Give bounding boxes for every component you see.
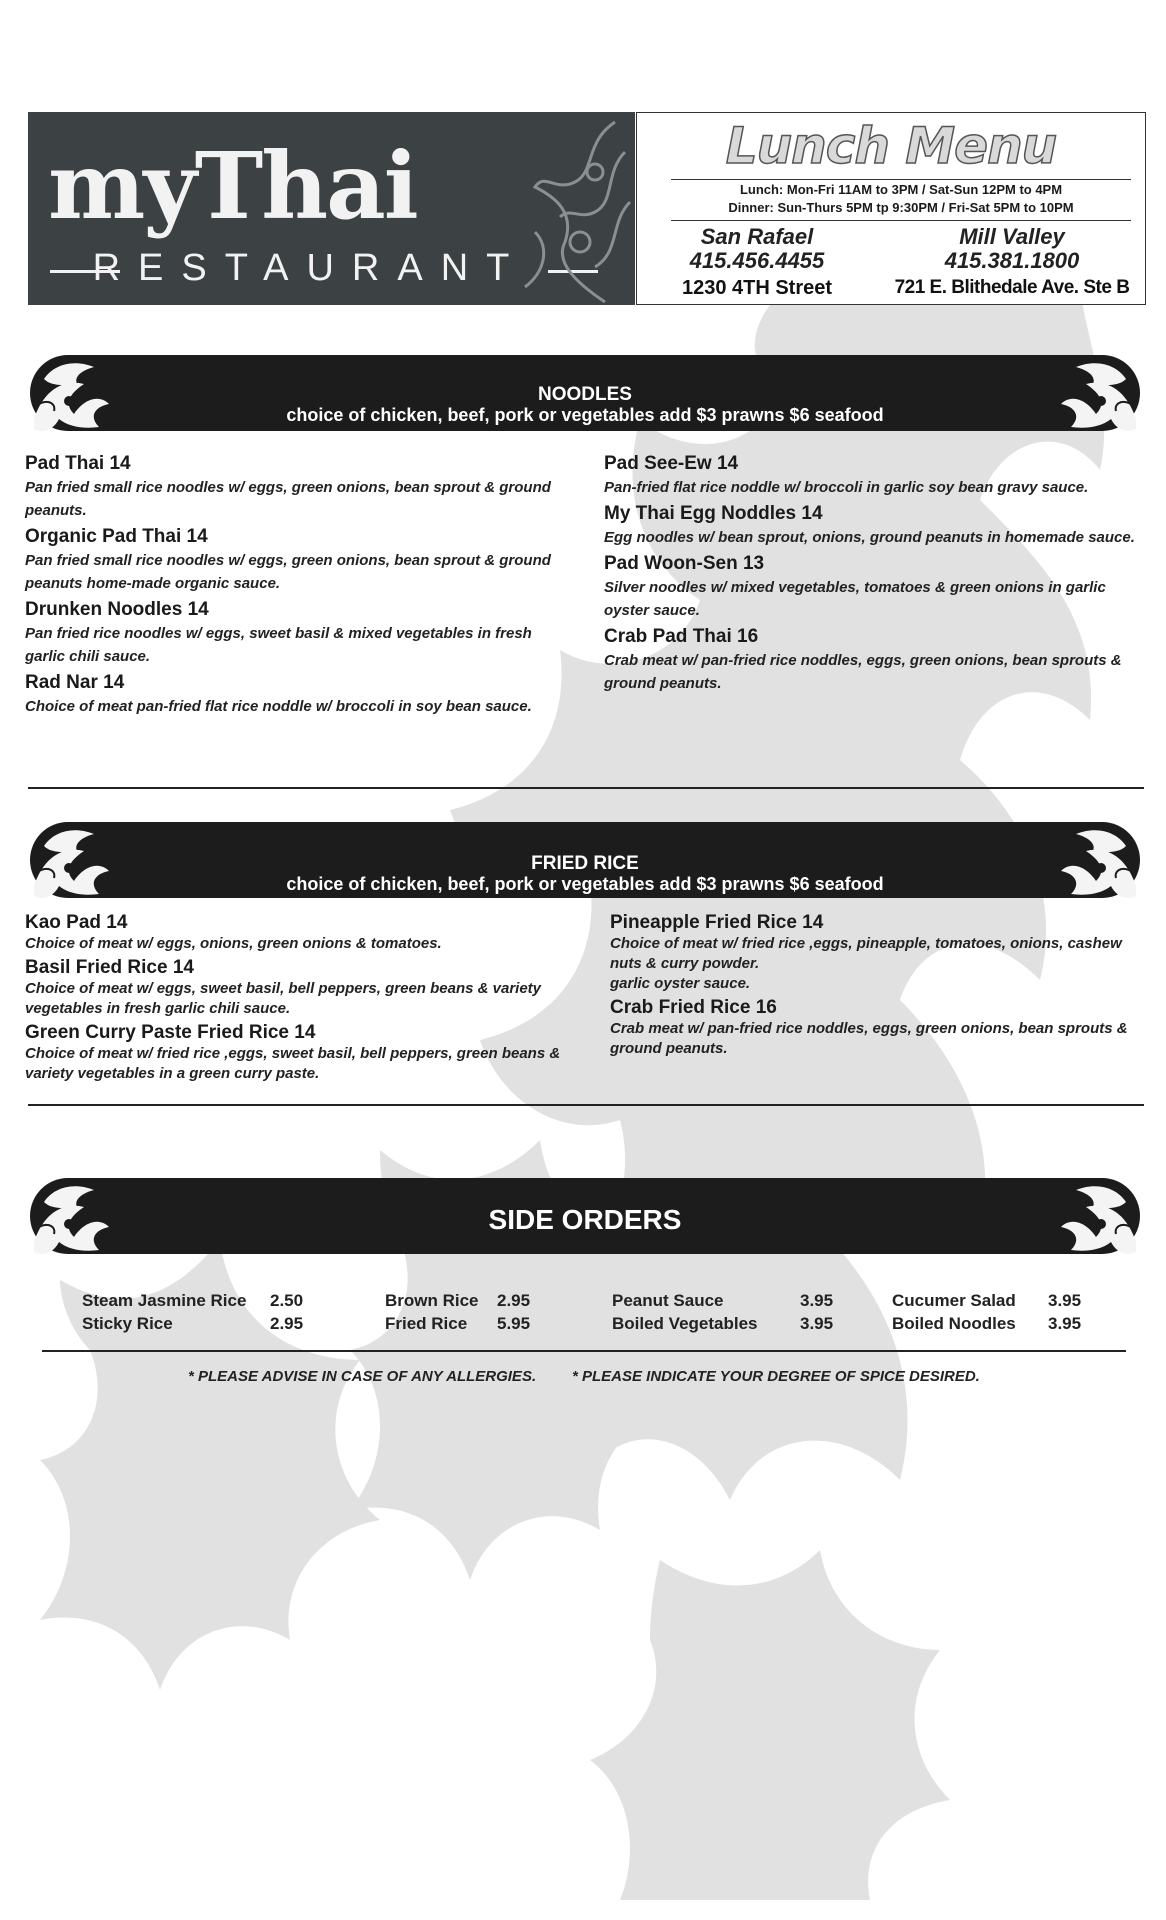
side-item-name: Peanut Sauce (612, 1291, 724, 1310)
item-name: Pad Woon-Sen 13 (604, 553, 765, 574)
section-divider (28, 1104, 1144, 1106)
side-item (385, 1314, 531, 1334)
side-item-price: 5.95 (497, 1314, 531, 1333)
item-description: Choice of meat w/ fried rice ,eggs, pineapple, tomatoes, onions, cashew nuts & curry powder. (610, 935, 1122, 972)
item-name: Basil Fried Rice 14 (25, 957, 194, 978)
side-item-price: 3.95 (800, 1291, 834, 1310)
divider (671, 179, 1131, 180)
section-divider (42, 1350, 1126, 1352)
menu-item (25, 452, 565, 522)
side-item-price: 2.95 (497, 1291, 531, 1310)
location-phone[interactable]: 415.381.1800 (944, 248, 1080, 273)
item-name: Crab Pad Thai 16 (604, 626, 759, 647)
side-item-name: Boiled Vegetables (612, 1314, 758, 1333)
item-description: Pan fried small rice noodles w/ eggs, green onions, bean sprout & ground peanuts home-made organic sauce. (25, 552, 551, 592)
side-item-price: 3.95 (800, 1314, 834, 1333)
side-item-name: Fried Rice (385, 1314, 468, 1333)
dinner-hours: Dinner: Sun-Thurs 5PM tp 9:30PM / Fri-Sat 5PM to 10PM (728, 200, 1074, 215)
menu-item (25, 1022, 585, 1084)
side-item (82, 1314, 304, 1334)
side-item (612, 1291, 834, 1311)
thai-ornament-icon (24, 1172, 114, 1262)
divider (671, 220, 1131, 221)
item-name: Pineapple Fried Rice 14 (610, 912, 824, 933)
menu-item (610, 997, 1150, 1059)
thai-ornament-icon (24, 349, 114, 439)
side-item (612, 1314, 834, 1334)
item-name: Green Curry Paste Fried Rice 14 (25, 1022, 316, 1043)
item-description: Crab meat w/ pan-fried rice noddles, eggs, green onions, bean sprouts & ground peanuts. (604, 652, 1122, 692)
noodles-right-column (604, 452, 1144, 698)
side-item (892, 1291, 1082, 1311)
logo-wordmark: myThai (48, 132, 417, 240)
location-address: 1230 4TH Street (681, 277, 833, 299)
item-description: garlic oyster sauce. (610, 975, 751, 992)
item-name: Organic Pad Thai 14 (25, 526, 208, 547)
location-san-rafael (637, 225, 877, 303)
item-description: Crab meat w/ pan-fried rice noddles, eggs, green onions, bean sprouts & ground peanuts. (610, 1020, 1128, 1057)
location-address: 721 E. Blithedale Ave. Ste B (894, 277, 1130, 298)
item-description: Choice of meat w/ fried rice ,eggs, sweet basil, bell peppers, green beans & variety vegetables in a green curry paste. (25, 1045, 561, 1082)
menu-item (610, 912, 1150, 994)
side-item (385, 1291, 531, 1311)
thai-ornament-icon (1056, 1172, 1146, 1262)
side-item-price: 3.95 (1048, 1291, 1082, 1310)
item-description: Pan fried rice noodles w/ eggs, sweet basil & mixed vegetables in fresh garlic chili sauce. (25, 625, 532, 665)
item-name: Pad Thai 14 (25, 453, 131, 474)
item-description: Pan-fried flat rice noddle w/ broccoli in garlic soy bean gravy sauce. (604, 479, 1089, 496)
fried-rice-right-column (610, 912, 1150, 1062)
item-name: Kao Pad 14 (25, 912, 128, 933)
side-item-price: 2.50 (270, 1291, 304, 1310)
item-name: My Thai Egg Noddles 14 (604, 503, 823, 524)
menu-item (25, 598, 565, 668)
allergy-note: * PLEASE ADVISE IN CASE OF ANY ALLERGIES. (188, 1368, 537, 1385)
item-description: Silver noodles w/ mixed vegetables, tomatoes & green onions in garlic oyster sauce. (604, 579, 1106, 619)
thai-ornament-icon (1056, 349, 1146, 439)
thai-ornament-icon (495, 112, 635, 305)
menu-item (604, 452, 1144, 499)
side-item-price: 3.95 (1048, 1314, 1082, 1333)
item-description: Egg noodles w/ bean sprout, onions, ground peanuts in homemade sauce. (604, 529, 1135, 546)
menu-item (25, 525, 565, 595)
spice-note: * PLEASE INDICATE YOUR DEGREE OF SPICE DESIRED. (572, 1368, 980, 1385)
side-orders-banner (30, 1178, 1140, 1254)
item-description: Choice of meat w/ eggs, onions, green onions & tomatoes. (25, 935, 442, 952)
location-phone[interactable]: 415.456.4455 (689, 248, 825, 273)
section-title: SIDE ORDERS (488, 1204, 682, 1235)
side-item-name: Sticky Rice (82, 1314, 173, 1333)
side-item-name: Cucumer Salad (892, 1291, 1016, 1310)
section-title: FRIED RICE (531, 853, 639, 874)
item-description: Choice of meat pan-fried flat rice noddle w/ broccoli in soy bean sauce. (25, 698, 532, 715)
menu-item (604, 625, 1144, 695)
section-subtitle: choice of chicken, beef, pork or vegetables add $3 prawns $6 seafood (286, 405, 884, 425)
side-item (892, 1314, 1082, 1334)
item-name: Pad See-Ew 14 (604, 453, 739, 474)
section-title: NOODLES (538, 384, 632, 405)
side-item-name: Boiled Noodles (892, 1314, 1016, 1333)
item-name: Rad Nar 14 (25, 672, 125, 693)
side-item-name: Brown Rice (385, 1291, 479, 1310)
location-mill-valley (872, 225, 1152, 303)
location-name: San Rafael (700, 224, 814, 249)
section-subtitle: choice of chicken, beef, pork or vegetables add $3 prawns $6 seafood (286, 874, 884, 894)
section-divider (28, 787, 1144, 789)
side-item (82, 1291, 304, 1311)
fried-rice-left-column (25, 912, 585, 1087)
item-description: Choice of meat w/ eggs, sweet basil, bell peppers, green beans & variety vegetables in fresh garlic chili sauce. (25, 980, 542, 1017)
logo-panel (28, 112, 635, 305)
logo-subtitle: RESTAURANT (92, 247, 528, 289)
location-name: Mill Valley (959, 224, 1065, 249)
item-name: Drunken Noodles 14 (25, 599, 209, 620)
menu-item (25, 957, 585, 1019)
noodles-banner (30, 355, 1140, 431)
menu-item (25, 912, 585, 954)
menu-item (25, 671, 565, 718)
thai-ornament-icon (1056, 816, 1146, 906)
noodles-left-column (25, 452, 565, 721)
lunch-hours: Lunch: Mon-Fri 11AM to 3PM / Sat-Sun 12PM to 4PM (739, 182, 1063, 197)
fried-rice-banner (30, 822, 1140, 898)
side-item-name: Steam Jasmine Rice (82, 1291, 247, 1310)
menu-item (604, 552, 1144, 622)
page-title: Lunch Menu (725, 117, 1057, 175)
item-name: Crab Fried Rice 16 (610, 997, 777, 1018)
thai-ornament-icon (24, 816, 114, 906)
menu-item (604, 502, 1144, 549)
item-description: Pan fried small rice noodles w/ eggs, green onions, bean sprout & ground peanuts. (25, 479, 551, 519)
info-box (636, 112, 1146, 305)
side-item-price: 2.95 (270, 1314, 304, 1333)
